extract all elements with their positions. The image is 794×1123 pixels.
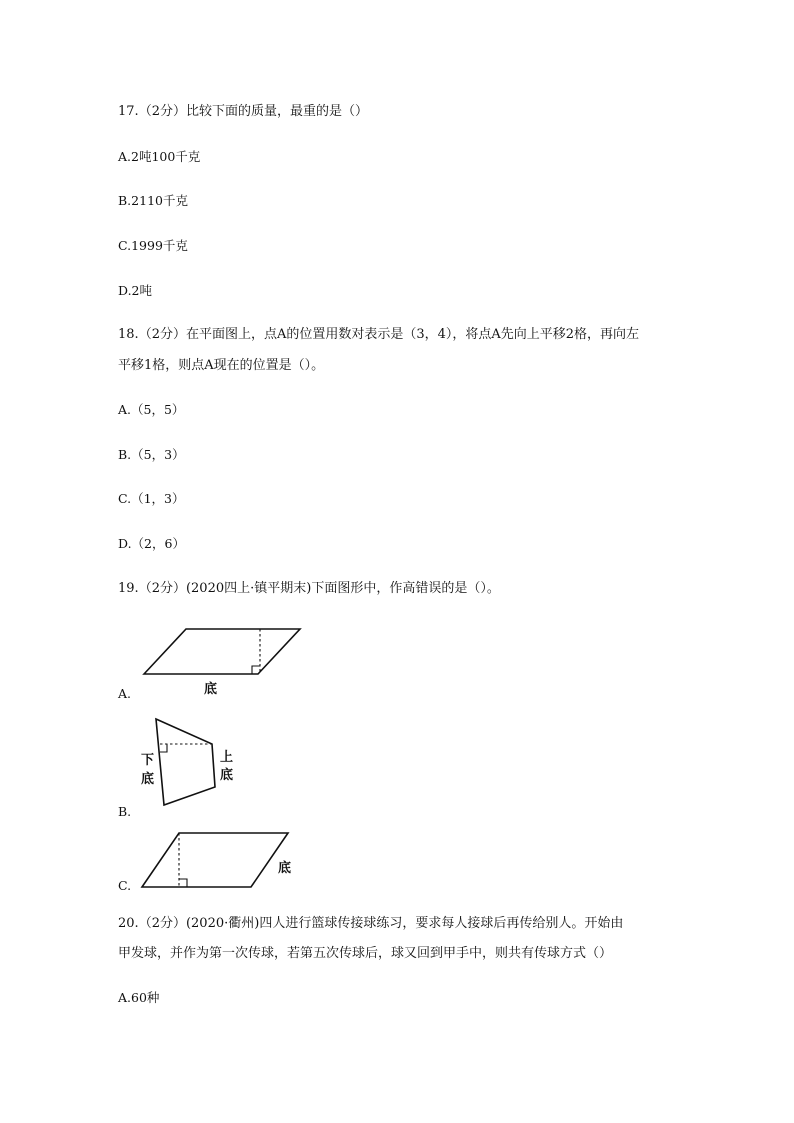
q18-option-b: B.（5，3） bbox=[118, 447, 185, 462]
q19-stem-line-1: （2分）(2020四上·镇平期末)下面图形中，作高错误的是（）。 bbox=[138, 581, 500, 596]
q20-stem-line-1: （2分）(2020·衢州)四人进行篮球传接球练习，要求每人接球后再传给别人。开始由 bbox=[138, 916, 624, 931]
q19-option-a: A. bbox=[118, 686, 132, 701]
figure-b-upper-base-label-2: 底 bbox=[220, 768, 234, 783]
figure-a-parallelogram bbox=[144, 629, 300, 674]
q17-option-a: A.2吨100千克 bbox=[118, 149, 201, 164]
q17-option-c: C.1999千克 bbox=[118, 238, 188, 253]
q19-figure-c bbox=[135, 826, 300, 892]
q19-figure-b bbox=[138, 713, 248, 813]
q18-option-a: A.（5，5） bbox=[118, 402, 185, 417]
q19-figure-a bbox=[138, 622, 308, 698]
q18-option-d: D.（2，6） bbox=[118, 536, 185, 551]
figure-c-base-label: 底 bbox=[278, 861, 292, 876]
q18-stem-line-1: （2分）在平面图上，点A的位置用数对表示是（3，4），将点A先向上平移2格，再向左 bbox=[138, 327, 640, 342]
q17-option-d: D.2吨 bbox=[118, 283, 153, 298]
q17-stem-line-1: （2分）比较下面的质量，最重的是（） bbox=[138, 104, 368, 119]
q18-option-c: C.（1，3） bbox=[118, 491, 185, 506]
figure-b-lower-base-label-2: 底 bbox=[141, 772, 155, 787]
figure-a-base-label: 底 bbox=[204, 682, 218, 697]
q17-option-b: B.2110千克 bbox=[118, 193, 188, 208]
q18-stem bbox=[118, 327, 639, 343]
figure-c-parallelogram bbox=[142, 833, 288, 887]
figure-c-right-angle-mark bbox=[179, 879, 187, 887]
q20-option-a: A.60种 bbox=[118, 990, 160, 1005]
q17-number: 17. bbox=[118, 104, 139, 119]
figure-b-upper-base-label-1: 上 bbox=[220, 750, 234, 765]
figure-b-lower-base-label-1: 下 bbox=[141, 753, 155, 768]
figure-b-trapezoid bbox=[156, 719, 215, 805]
q19-number: 19. bbox=[118, 581, 139, 596]
q17-stem bbox=[118, 104, 368, 120]
q20-stem-line-2: 甲发球，并作为第一次传球，若第五次传球后，球又回到甲手中，则共有传球方式（） bbox=[118, 946, 613, 961]
q18-stem-line-2: 平移1格，则点A现在的位置是（）。 bbox=[118, 358, 325, 373]
q20-number: 20. bbox=[118, 916, 139, 931]
q20-stem bbox=[118, 916, 623, 932]
q19-stem bbox=[118, 581, 500, 597]
figure-b-right-angle-mark bbox=[160, 744, 167, 752]
q18-number: 18. bbox=[118, 327, 139, 342]
q19-option-b: B. bbox=[118, 804, 132, 819]
q19-option-c: C. bbox=[118, 878, 132, 893]
